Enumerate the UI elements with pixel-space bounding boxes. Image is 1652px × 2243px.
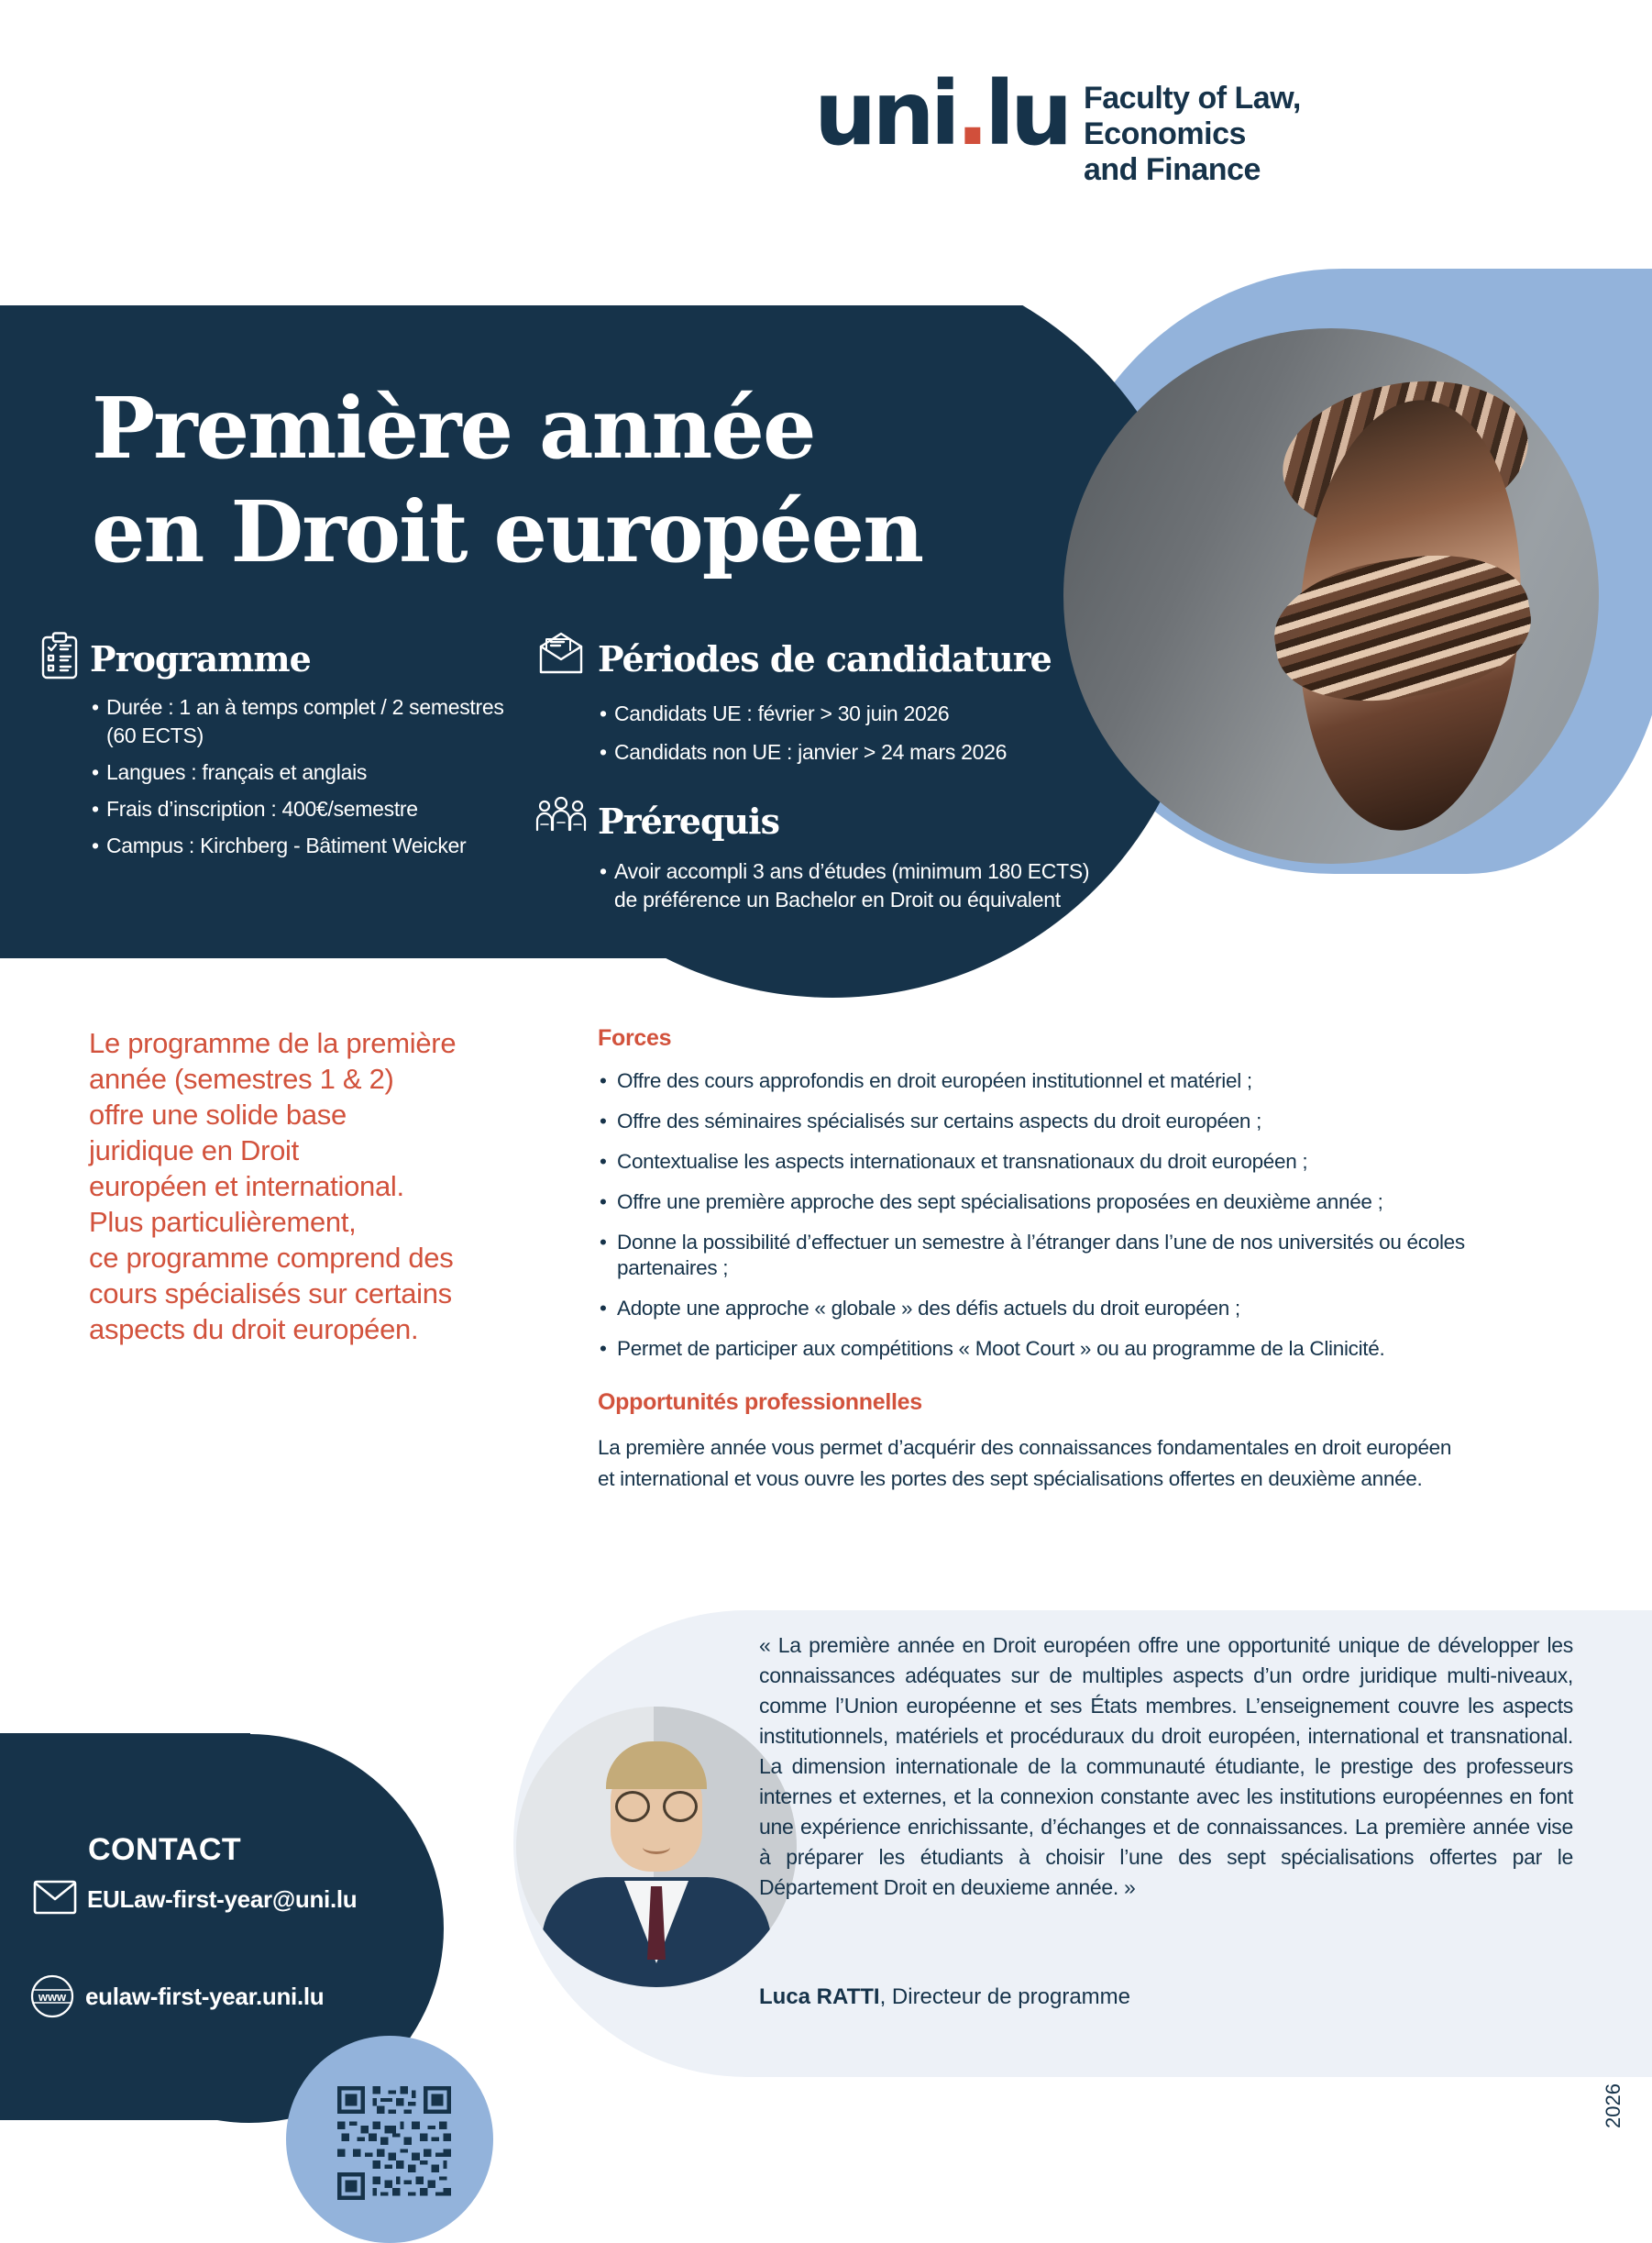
- qr-code[interactable]: [337, 2086, 451, 2200]
- contact-email[interactable]: EULaw-first-year@uni.lu: [87, 1885, 358, 1913]
- list-item: • Offre des cours approfondis en droit européen institutionnel et matériel ;: [598, 1068, 1533, 1094]
- qr-circle: [286, 2036, 493, 2243]
- faculty-line: and Finance: [1084, 152, 1261, 187]
- intro-line: européen et international.: [89, 1170, 404, 1202]
- quote-author-role: , Directeur de programme: [879, 1984, 1130, 2009]
- list-item: • Offre des séminaires spécialisés sur certains aspects du droit européen ;: [598, 1109, 1533, 1134]
- faculty-line: Faculty of Law,: [1084, 81, 1301, 116]
- candidature-heading: Périodes de candidature: [598, 638, 1052, 680]
- faculty-name: [1084, 81, 1301, 188]
- main-content-column: [598, 1025, 1533, 1495]
- clipboard-icon: [41, 632, 78, 680]
- portrait-glasses: [615, 1791, 698, 1818]
- page-title: [92, 377, 922, 584]
- candidature-list: [600, 700, 1007, 775]
- contact-blob-shape: [0, 1733, 250, 2120]
- list-item: • Permet de participer aux compétitions « Moot Court » ou au programme de la Clinicité.: [598, 1336, 1533, 1362]
- list-item: • Campus : Kirchberg - Bâtiment Weicker: [92, 832, 537, 860]
- svg-text:www: www: [38, 1990, 67, 2004]
- list-item: • Adopte une approche « globale » des défis actuels du droit européen ;: [598, 1296, 1533, 1321]
- list-item: • Candidats UE : février > 30 juin 2026: [600, 700, 1007, 728]
- faculty-line: Economics: [1084, 116, 1246, 151]
- people-group-icon: [534, 795, 589, 832]
- portrait-smile: [643, 1840, 670, 1854]
- quote-attribution: [759, 1984, 1130, 2010]
- intro-line: année (semestres 1 & 2): [89, 1063, 394, 1095]
- list-item: • Durée : 1 an à temps complet / 2 semestres (60 ECTS): [92, 693, 537, 750]
- mail-icon: [33, 1880, 77, 1919]
- page-title-line: en Droit européen: [92, 482, 923, 581]
- prerequis-list: [600, 857, 1114, 923]
- list-item: • Candidats non UE : janvier > 24 mars 2026: [600, 738, 1007, 767]
- list-item: • Frais d’inscription : 400€/semestre: [92, 795, 537, 823]
- intro-line: Le programme de la première: [89, 1027, 457, 1059]
- quote-author-name: Luca RATTI: [759, 1984, 880, 2009]
- forces-list: [598, 1068, 1533, 1362]
- lady-justice-photo: [1063, 328, 1599, 864]
- list-item: • Langues : français et anglais: [92, 758, 537, 787]
- contact-heading: CONTACT: [88, 1832, 242, 1867]
- prerequis-heading: Prérequis: [598, 801, 779, 842]
- page-title-line: Première année: [92, 379, 815, 478]
- list-item: • Offre une première approche des sept spécialisations proposées en deuxième année ;: [598, 1189, 1533, 1215]
- envelope-open-icon: [537, 630, 585, 676]
- logo-dot: .: [955, 62, 986, 165]
- intro-line: aspects du droit européen.: [89, 1313, 419, 1345]
- programme-heading: Programme: [90, 638, 311, 680]
- unilu-logo: [814, 62, 1069, 165]
- intro-line: juridique en Droit: [89, 1134, 299, 1166]
- list-item: • Avoir accompli 3 ans d’études (minimum 180 ECTS) de préférence un Bachelor en Droit ou équivalent: [600, 857, 1114, 914]
- director-quote: « La première année en Droit européen offre une opportunité unique de développer les connaissances adéquates sur de multiples aspects d’un ordre juridique multi-niveaux, comme l’Union européenne et ses États membres. L’enseignement couvre les aspects institutionnels, matériels et procéduraux du droit européen, international et transnational. La dimension internationale de la communauté étudiante, le prestige des professeurs internes et externes, et la connexion constante avec les institutions européennes en font une expérience enrichissante, d’échanges et de connaissances. La première année vise à préparer les étudiants à choisir l’une des sept spécialisations offertes par le Département Droit en deuxieme année. »: [759, 1633, 1573, 1899]
- logo-lu: lu: [985, 62, 1069, 165]
- hero-band: [0, 305, 1652, 999]
- intro-line: offre une solide base: [89, 1099, 347, 1131]
- intro-line: ce programme comprend des: [89, 1242, 454, 1274]
- globe-www-icon: [29, 1973, 75, 2024]
- intro-line: cours spécialisés sur certains: [89, 1277, 452, 1309]
- edition-year: 2026: [1602, 2083, 1624, 2128]
- programme-list: [92, 693, 537, 868]
- intro-paragraph: [89, 1025, 456, 1347]
- forces-heading: Forces: [598, 1025, 672, 1051]
- intro-line: Plus particulièrement,: [89, 1206, 357, 1238]
- luca-ratti-photo: [516, 1707, 797, 1987]
- logo-uni: uni: [814, 62, 956, 165]
- contact-website[interactable]: eulaw-first-year.uni.lu: [85, 1983, 325, 2010]
- list-item: • Donne la possibilité d’effectuer un semestre à l’étranger dans l’une de nos universités ou écoles partenaires ;: [598, 1230, 1533, 1281]
- opportunites-heading: Opportunités professionnelles: [598, 1389, 922, 1415]
- list-item: • Contextualise les aspects internationaux et transnationaux du droit européen ;: [598, 1149, 1533, 1175]
- opportunites-body: La première année vous permet d’acquérir des connaissances fondamentales en droit européen et international et vous ouvre les portes des sept spécialisations offertes en deuxième année.: [598, 1436, 1452, 1490]
